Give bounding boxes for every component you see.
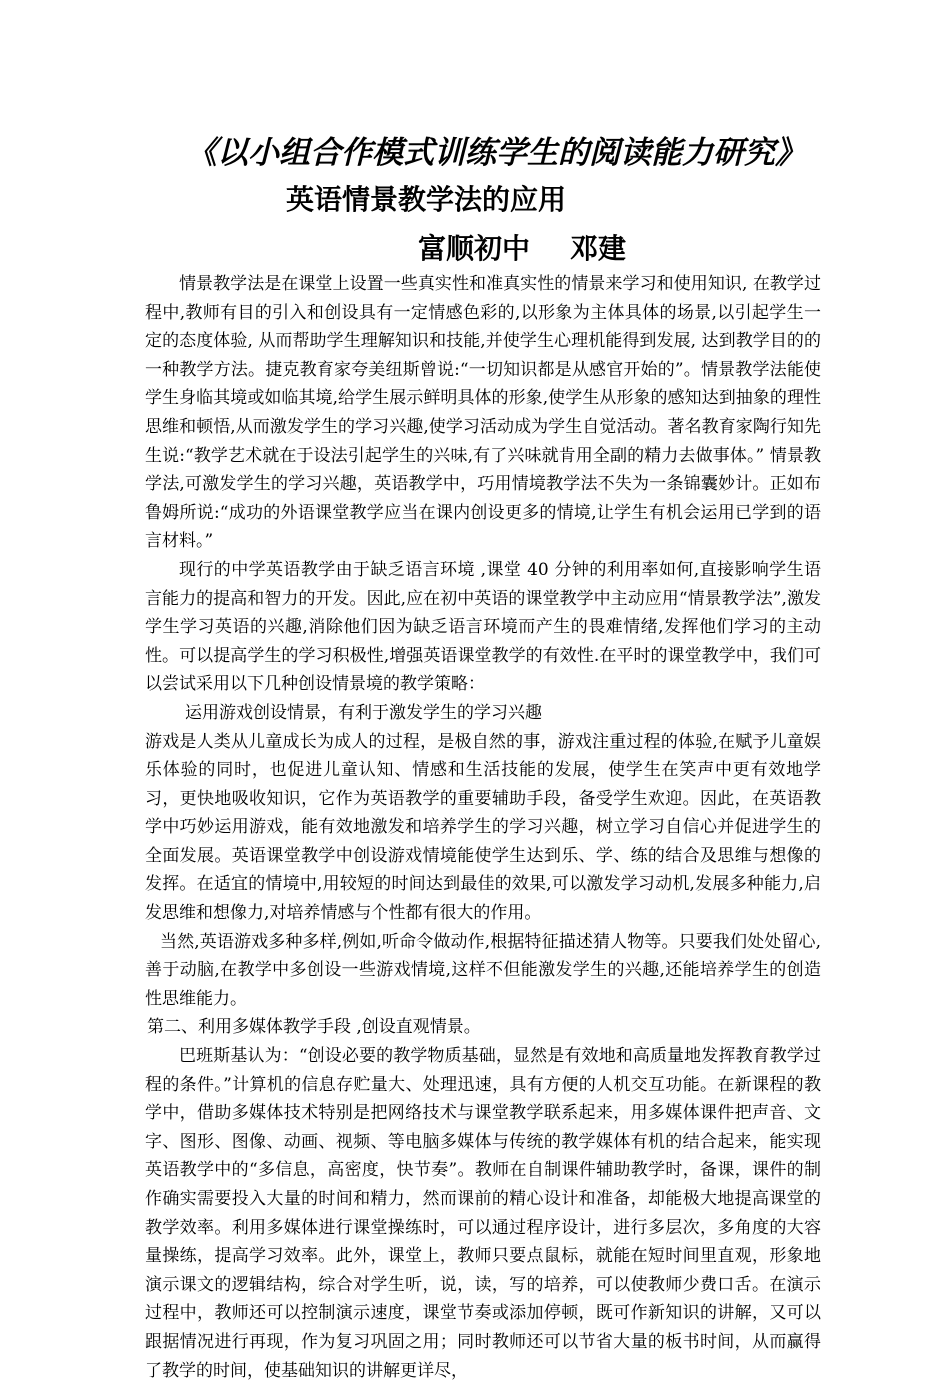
section-heading-games: 运用游戏创设情景，有利于激发学生的学习兴趣	[185, 702, 542, 723]
paragraph-games-examples: 当然,英语游戏多种多样,例如,听命令做动作,根据特征描述猜人物等。只要我们处处留心,善于动脑,在教学中多创设一些游戏情境,这样不但能激发学生的兴趣,还能培养学生的创造性思维能力。	[145, 931, 821, 1009]
paragraph-context: 现行的中学英语教学由于缺乏语言环境 ,课堂 40 分钟的利用率如何,直接影响学生语言能力的提高和智力的开发。因此,应在初中英语的课堂教学中主动应用“情景教学法”,激发学生学习英语的兴趣,消除他们因为缺乏语言环境而产生的畏难情绪,发挥他们学习的主动性。可以提高学生的学习积极性,增强英语课堂教学的有效性.在平时的课堂教学中，我们可以尝试采用以下几种创设情景境的教学策略：	[145, 559, 821, 695]
section-heading-multimedia: 第二、利用多媒体教学手段 ,创设直观情景。	[147, 1017, 481, 1038]
body-text	[145, 270, 821, 1385]
document-title: 《以小组合作模式训练学生的阅读能力研究》	[186, 135, 806, 171]
document-subtitle: 英语情景教学法的应用	[286, 183, 567, 216]
author-name: 邓建	[570, 232, 627, 265]
paragraph-games: 游戏是人类从儿童成长为成人的过程，是极自然的事，游戏注重过程的体验,在赋予儿童娱乐体验的同时，也促进儿童认知、情感和生活技能的发展，使学生在笑声中更有效地学习，更快地吸收知识，它作为英语教学的重要辅助手段，备受学生欢迎。因此，在英语教学中巧妙运用游戏，能有效地激发和培养学生的学习兴趣，树立学习自信心并促进学生的全面发展。英语课堂教学中创设游戏情境能使学生达到乐、学、练的结合及思维与想像的发挥。在适宜的情境中,用较短的时间达到最佳的效果,可以激发学习动机,发展多种能力,启发思维和想像力,对培养情感与个性都有很大的作用。	[145, 731, 821, 924]
author-line	[418, 230, 626, 268]
paragraph-intro: 情景教学法是在课堂上设置一些真实性和准真实性的情景来学习和使用知识, 在教学过程中,教师有目的引入和创设具有一定情感色彩的,以形象为主体具体的场景,以引起学生一定的态度体验, 从而帮助学生理解知识和技能,并使学生心理机能得到发展, 达到教学目的的一种教学方法。捷克教育家夸美纽斯曾说:“一切知识都是从感官开始的”。情景教学法能使学生身临其境或如临其境,给学生展示鲜明具体的形象,使学生从形象的感知达到抽象的理性思维和顿悟,从而激发学生的学习兴趣,使学习活动成为学生自觉活动。著名教育家陶行知先生说:“教学艺术就在于设法引起学生的兴味,有了兴味就肯用全副的精力去做事体。” 情景教学法,可激发学生的学习兴趣，英语教学中，巧用情境教学法不失为一条锦囊妙计。正如布鲁姆所说:“成功的外语课堂教学应当在课内创设更多的情境,让学生有机会运用已学到的语言材料。”	[145, 274, 821, 552]
paragraph-multimedia: 巴班斯基认为：“创设必要的教学物质基础，显然是有效地和高质量地发挥教育教学过程的条件。”计算机的信息存贮量大、处理迅速，具有方便的人机交互功能。在新课程的教学中，借助多媒体技术特别是把网络技术与课堂教学联系起来，用多媒体课件把声音、文字、图形、图像、动画、视频、等电脑多媒体与传统的教学媒体有机的结合起来，能实现英语教学中的“多信息，高密度，快节奏”。教师在自制课件辅助教学时，备课，课件的制作确实需要投入大量的时间和精力，然而课前的精心设计和准备，却能极大地提高课堂的教学效率。利用多媒体进行课堂操练时，可以通过程序设计，进行多层次，多角度的大容量操练，提高学习效率。此外，课堂上，教师只要点鼠标，就能在短时间里直观，形象地演示课文的逻辑结构，综合对学生听，说，读，写的培养，可以使教师少费口舌。在演示过程中，教师还可以控制演示速度，课堂节奏或添加停顿，既可作新知识的讲解，又可以跟据情况进行再现，作为复习巩固之用；同时教师还可以节省大量的板书时间，从而赢得了教学的时间，使基础知识的讲解更详尽，	[145, 1046, 821, 1381]
author-school: 富顺初中	[418, 232, 531, 265]
